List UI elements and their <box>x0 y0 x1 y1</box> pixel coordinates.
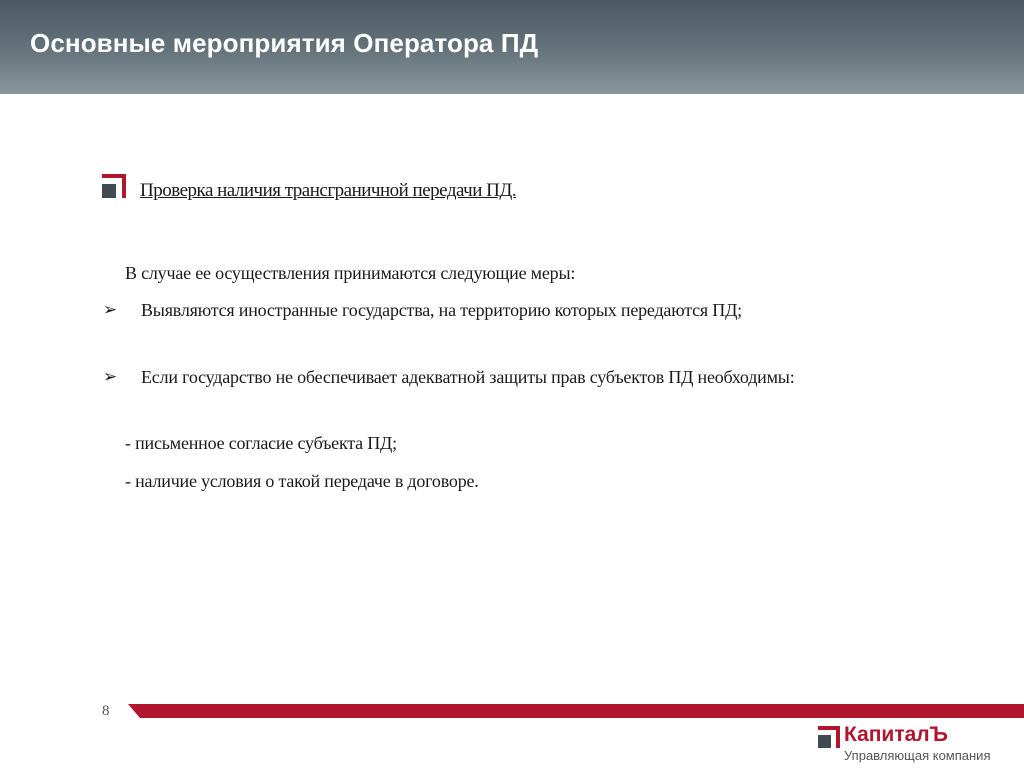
sub-item: - письменное согласие субъекта ПД; <box>125 433 397 453</box>
slide-title: Основные мероприятия Оператора ПД <box>30 28 539 58</box>
logo-tagline: Управляющая компания <box>844 748 991 763</box>
slide-header <box>0 0 1024 94</box>
footer-divider <box>128 704 1024 718</box>
logo-name: КапиталЪ <box>844 723 948 746</box>
sub-item: - наличие условия о такой передаче в договоре. <box>125 471 479 491</box>
logo-mark-icon <box>818 726 840 748</box>
list-item-text: Если государство не обеспечивает адекватной защиты прав субъектов ПД необходимы: <box>141 367 795 387</box>
brand-square-icon <box>102 174 126 198</box>
arrow-bullet-icon: ➢ <box>103 367 118 387</box>
list-item-text: Выявляются иностранные государства, на территорию которых передаются ПД; <box>141 300 742 320</box>
company-logo <box>818 724 1018 768</box>
arrow-bullet-icon: ➢ <box>103 300 118 320</box>
intro-text: В случае ее осуществления принимаются следующие меры: <box>125 263 576 283</box>
section-heading: Проверка наличия трансграничной передачи ПД. <box>140 180 517 201</box>
page-number: 8 <box>102 703 110 719</box>
